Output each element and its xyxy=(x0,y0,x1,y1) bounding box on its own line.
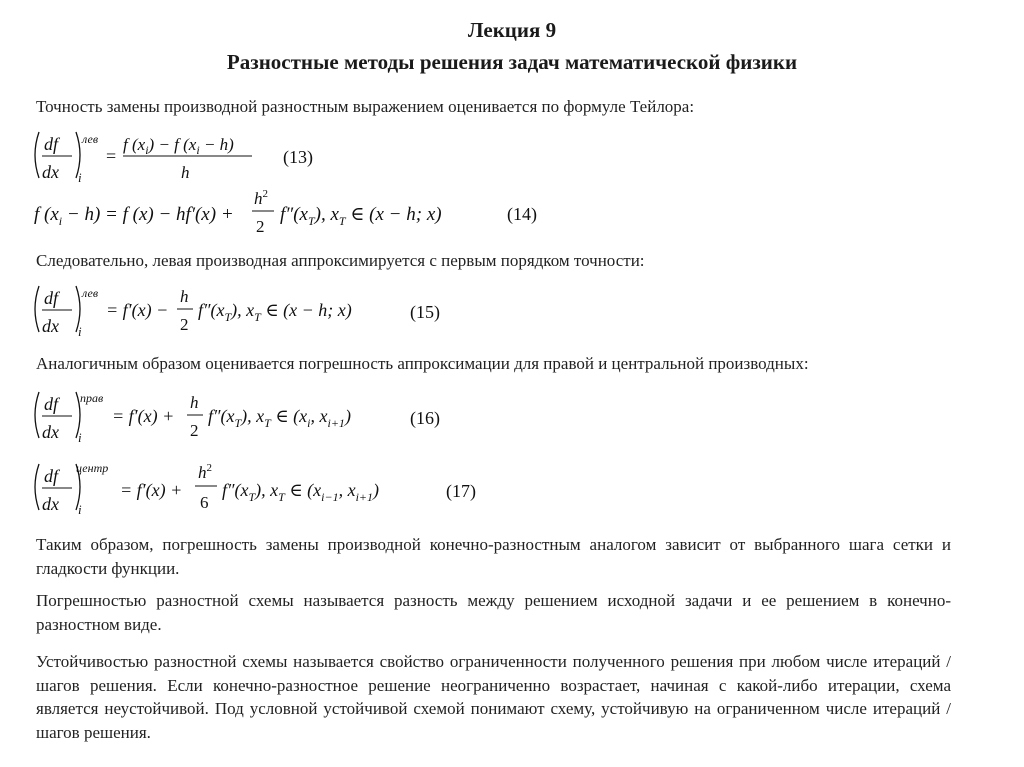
svg-text:df: df xyxy=(44,134,59,154)
svg-text:h: h xyxy=(190,393,199,412)
svg-text:f (xi) − f (xi − h): f $(x_i) - f$ $(x_i - h)$ xyxy=(123,135,234,157)
svg-text:i: i xyxy=(78,502,82,517)
svg-text:f (xi − h) = f (x) − hf′(x) +: f $(x_i - h) = f$ (x) − hf′(x) + xyxy=(34,204,234,228)
svg-text:f″(xT), xT ∈ (xi−1, xi+1): $f''(x_T)$, $x_T$ ∈ ($x_{i-1}$, $x_{i+1}$) xyxy=(222,480,380,504)
svg-text:=: = xyxy=(106,146,117,166)
paragraph-scheme-error: Погрешностью разностной схемы называется разность между решением исходной задачи и ее решением в конечно-разностном виде. xyxy=(36,591,951,634)
svg-text:2: 2 xyxy=(180,315,189,334)
paragraph-left-derivative: Следовательно, левая производная аппроксимируется с первым порядком точности: xyxy=(36,251,645,270)
equation-14 xyxy=(34,188,504,240)
equation-13 xyxy=(30,128,450,190)
svg-text:df: df xyxy=(44,466,59,486)
paragraph-scheme-stability: Устойчивостью разностной схемы называется свойство ограниченности полученного решения при любом числе итераций / шагов решения. Если конечно-разностное решение неограниченно возрастает, начиная с какой-либо итерации, схема является неустойчивой. Под условной устойчивой схемой понимают схему, устойчивую на ограниченном числе итераций / шагов решения. xyxy=(36,652,951,742)
svg-text:dx: dx xyxy=(42,422,59,442)
svg-text:dx: dx xyxy=(42,494,59,514)
equation-17-label: (17) xyxy=(446,481,476,501)
svg-text:h2: $h^2$ xyxy=(198,462,212,482)
svg-text:f″(xT), xT ∈ (xi, xi+1): $f''(x_T)$, $x_T$ ∈ ($x_i$, $x_{i+1}$) xyxy=(208,406,351,430)
eq15-superscript: лев xyxy=(82,286,99,300)
svg-text:= f′(x) −: = f′(x) − xyxy=(106,300,169,320)
paragraph-right-central: Аналогичным образом оценивается погрешность аппроксимации для правой и центральной производных: xyxy=(36,354,809,373)
svg-text:h2: $h^2$ xyxy=(254,188,268,208)
paragraph-taylor-intro: Точность замены производной разностным выражением оценивается по формуле Тейлора: xyxy=(36,97,695,116)
svg-text:f″(xT), xT ∈ (x − h; x): $f''(x_T)$, $x_T$ ∈ (x − h; x) xyxy=(280,204,442,228)
svg-text:f″(xT), xT ∈ (x − h; x): $f''(x_T)$, $x_T$ ∈ (x − h; x) xyxy=(198,300,352,324)
svg-text:2: 2 xyxy=(190,421,199,440)
eq16-superscript: прав xyxy=(80,391,104,405)
equation-17 xyxy=(30,460,490,522)
equation-14-label: (14) xyxy=(507,204,537,224)
svg-text:i: i xyxy=(78,170,82,185)
svg-text:i: i xyxy=(78,430,82,445)
equation-15-label: (15) xyxy=(410,302,440,322)
equation-16 xyxy=(30,388,450,450)
svg-text:i: i xyxy=(78,324,82,339)
svg-text:df: df xyxy=(44,288,59,308)
eq17-superscript: центр xyxy=(76,461,109,475)
svg-text:h: h xyxy=(181,163,190,182)
lecture-title: Лекция 9 xyxy=(467,18,557,42)
svg-text:2: 2 xyxy=(256,217,265,236)
equation-16-label: (16) xyxy=(410,408,440,428)
paragraph-error-dependence: Таким образом, погрешность замены производной конечно-разностным аналогом зависит от выбранного шага сетки и гладкости функции. xyxy=(36,535,951,578)
svg-text:dx: dx xyxy=(42,162,59,182)
equation-13-label: (13) xyxy=(283,147,313,167)
svg-text:= f′(x) +: = f′(x) + xyxy=(120,480,183,500)
svg-text:= f′(x) +: = f′(x) + xyxy=(112,406,175,426)
svg-text:6: 6 xyxy=(200,493,209,512)
svg-text:dx: dx xyxy=(42,316,59,336)
equation-15 xyxy=(30,282,450,344)
svg-text:df: df xyxy=(44,394,59,414)
svg-text:h: h xyxy=(180,287,189,306)
eq13-superscript: лев xyxy=(82,132,99,146)
lecture-topic: Разностные методы решения задач математической физики xyxy=(226,50,798,74)
